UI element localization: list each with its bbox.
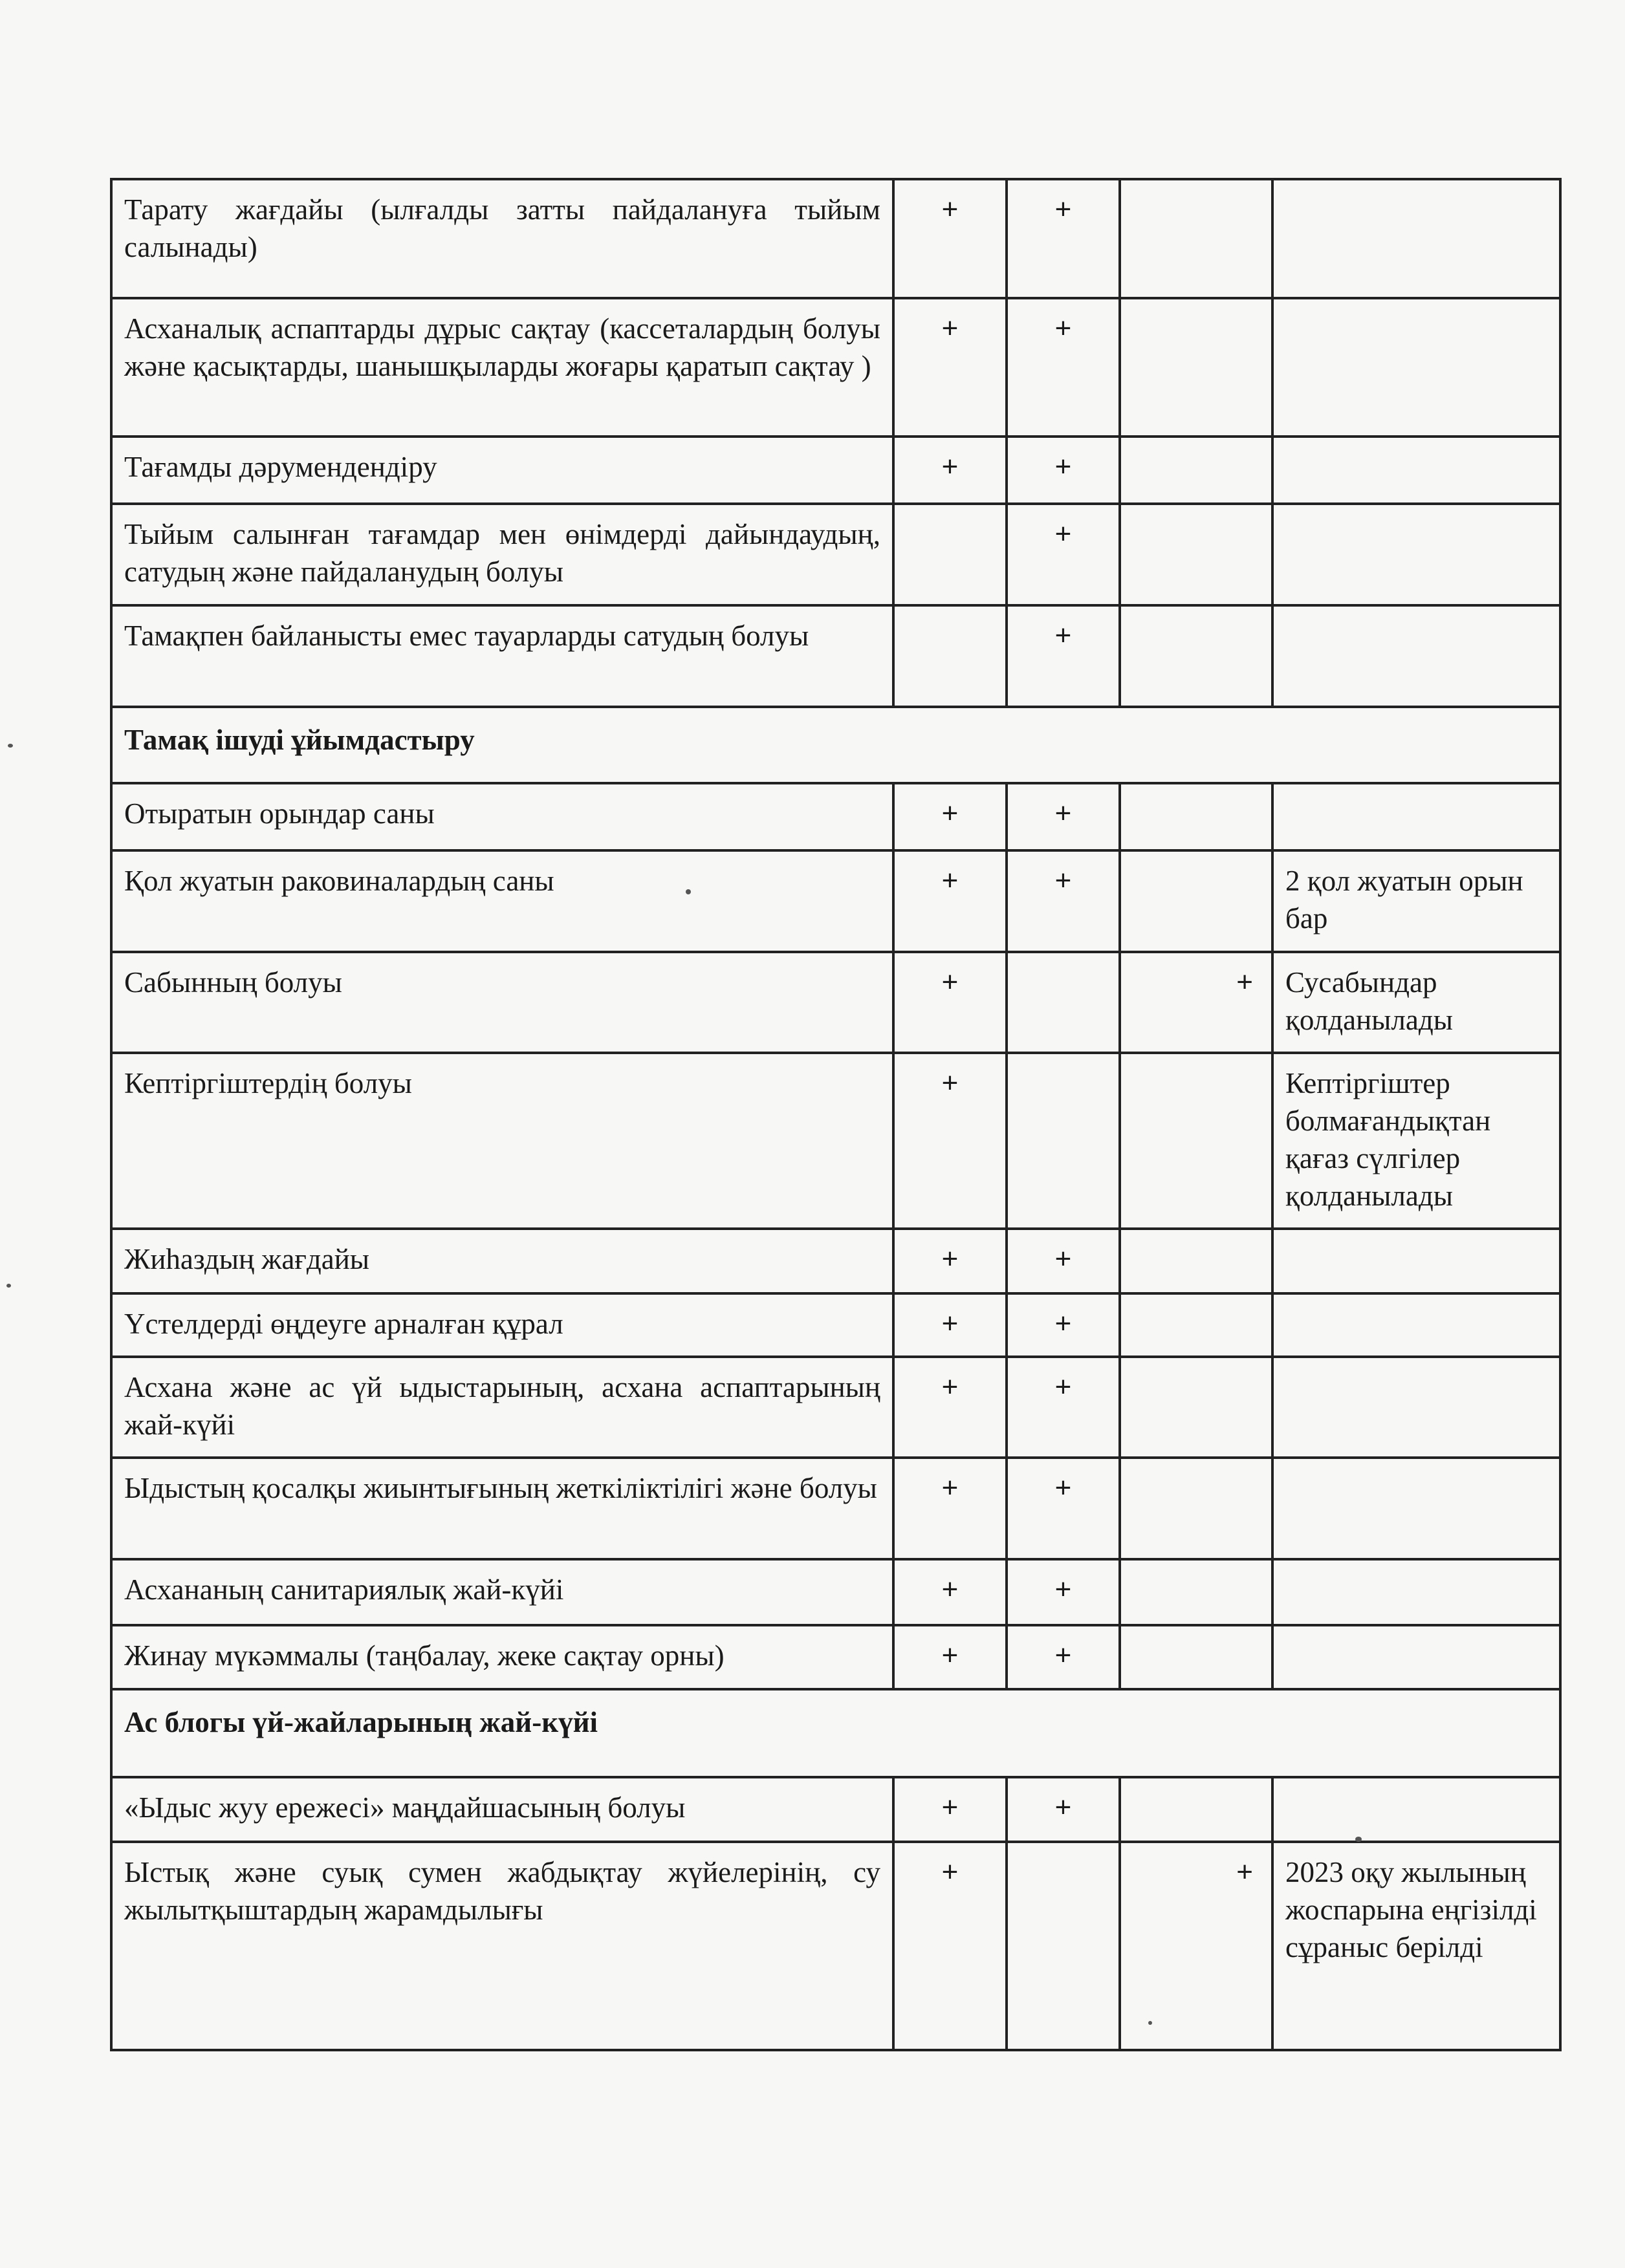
table-row (111, 1559, 1560, 1625)
mark-cell-b (1007, 1053, 1120, 1229)
note-cell (1272, 437, 1560, 504)
mark-cell-c (1120, 298, 1272, 437)
mark-cell-a: + (893, 1293, 1007, 1357)
mark-cell-b: + (1007, 298, 1120, 437)
note-cell (1272, 1777, 1560, 1842)
mark-cell-b: + (1007, 1357, 1120, 1458)
note-cell (1272, 1625, 1560, 1689)
mark-cell-c (1120, 850, 1272, 952)
criterion-cell: Асханалық аспаптарды дұрыс сақтау (кассеталардың болуы және қасықтарды, шанышқыларды жоғары қаратып сақтау ) (111, 298, 893, 437)
section-header-row (111, 1689, 1560, 1777)
table-row (111, 1229, 1560, 1293)
mark-cell-a: + (893, 1053, 1007, 1229)
mark-cell-b (1007, 952, 1120, 1053)
mark-cell-a: + (893, 1625, 1007, 1689)
note-cell (1272, 504, 1560, 605)
section-title: Тамақ ішуді ұйымдастыру (111, 707, 1560, 783)
mark-cell-b: + (1007, 850, 1120, 952)
mark-cell-b: + (1007, 783, 1120, 850)
mark-cell-b: + (1007, 179, 1120, 298)
criterion-cell: Кептіргіштердің болуы (111, 1053, 893, 1229)
mark-cell-c (1120, 1559, 1272, 1625)
note-cell: 2 қол жуатын орын бар (1272, 850, 1560, 952)
inspection-checklist-table (110, 178, 1562, 2051)
criterion-cell: Ыдыстың қосалқы жиынтығының жеткіліктілігі және болуы (111, 1458, 893, 1559)
mark-cell-b: + (1007, 1458, 1120, 1559)
mark-cell-a: + (893, 1777, 1007, 1842)
note-cell (1272, 1293, 1560, 1357)
note-cell (1272, 1229, 1560, 1293)
section-title: Ас блогы үй-жайларының жай-күйі (111, 1689, 1560, 1777)
mark-cell-b: + (1007, 605, 1120, 707)
mark-cell-c (1120, 437, 1272, 504)
mark-cell-c: + (1120, 1842, 1272, 2050)
note-cell: Кептіргіштер болмағандықтан қағаз сүлгілер қолданылады (1272, 1053, 1560, 1229)
mark-cell-b: + (1007, 1229, 1120, 1293)
scan-speck (1355, 1837, 1362, 1842)
mark-cell-c (1120, 783, 1272, 850)
mark-cell-b: + (1007, 1559, 1120, 1625)
mark-cell-a: + (893, 1458, 1007, 1559)
mark-cell-b: + (1007, 1777, 1120, 1842)
table-row (111, 179, 1560, 298)
criterion-cell: Асхана және ас үй ыдыстарының, асхана аспаптарының жай-күйі (111, 1357, 893, 1458)
table-row (111, 1053, 1560, 1229)
criterion-cell: Асхананың санитариялық жай-күйі (111, 1559, 893, 1625)
mark-cell-a: + (893, 437, 1007, 504)
table-row (111, 952, 1560, 1053)
scan-speck (1148, 2021, 1152, 2025)
mark-cell-c (1120, 1777, 1272, 1842)
note-cell: 2023 оқу жылының жоспарына еңгізілді сұраныс берілді (1272, 1842, 1560, 2050)
note-cell: Сусабындар қолданылады (1272, 952, 1560, 1053)
table-row (111, 1458, 1560, 1559)
mark-cell-c (1120, 1293, 1272, 1357)
criterion-cell: Үстелдерді өңдеуге арналған құрал (111, 1293, 893, 1357)
mark-cell-c (1120, 1458, 1272, 1559)
note-cell (1272, 1458, 1560, 1559)
mark-cell-a: + (893, 179, 1007, 298)
mark-cell-a: + (893, 298, 1007, 437)
mark-cell-c (1120, 1229, 1272, 1293)
table-row (111, 1842, 1560, 2050)
criterion-cell: Жинау мүкәммалы (таңбалау, жеке сақтау орны) (111, 1625, 893, 1689)
mark-cell-b: + (1007, 437, 1120, 504)
mark-cell-a: + (893, 850, 1007, 952)
criterion-cell: Тағамды дәрумендендіру (111, 437, 893, 504)
mark-cell-a: + (893, 783, 1007, 850)
mark-cell-a: + (893, 1842, 1007, 2050)
mark-cell-a: + (893, 1229, 1007, 1293)
mark-cell-b (1007, 1842, 1120, 2050)
mark-cell-c (1120, 1357, 1272, 1458)
mark-cell-a (893, 504, 1007, 605)
criterion-cell: Қол жуатын раковиналардың саны (111, 850, 893, 952)
note-cell (1272, 179, 1560, 298)
criterion-cell: Ыстық және суық сумен жабдықтау жүйелерінің, су жылытқыштардың жарамдылығы (111, 1842, 893, 2050)
table-row (111, 1293, 1560, 1357)
criterion-cell: Тамақпен байланысты емес тауарларды сатудың болуы (111, 605, 893, 707)
note-cell (1272, 783, 1560, 850)
mark-cell-c: + (1120, 952, 1272, 1053)
criterion-cell: Жиһаздың жағдайы (111, 1229, 893, 1293)
table-row (111, 1357, 1560, 1458)
note-cell (1272, 298, 1560, 437)
note-cell (1272, 1357, 1560, 1458)
section-header-row (111, 707, 1560, 783)
criterion-cell: Отыратын орындар саны (111, 783, 893, 850)
mark-cell-b: + (1007, 1293, 1120, 1357)
table-row (111, 298, 1560, 437)
criterion-cell: «Ыдыс жуу ережесі» маңдайшасының болуы (111, 1777, 893, 1842)
scan-speck (686, 889, 691, 894)
mark-cell-c (1120, 1053, 1272, 1229)
criterion-cell: Сабынның болуы (111, 952, 893, 1053)
mark-cell-c (1120, 605, 1272, 707)
table-row (111, 605, 1560, 707)
table-row (111, 1625, 1560, 1689)
mark-cell-a (893, 605, 1007, 707)
scan-speck (8, 744, 13, 748)
mark-cell-a: + (893, 952, 1007, 1053)
mark-cell-a: + (893, 1357, 1007, 1458)
mark-cell-c (1120, 1625, 1272, 1689)
criterion-cell: Тыйым салынған тағамдар мен өнімдерді дайындаудың, сатудың және пайдаланудың болуы (111, 504, 893, 605)
note-cell (1272, 1559, 1560, 1625)
criterion-cell: Тарату жағдайы (ылғалды затты пайдалануға тыйым салынады) (111, 179, 893, 298)
mark-cell-c (1120, 179, 1272, 298)
table-row (111, 1777, 1560, 1842)
table-row (111, 783, 1560, 850)
table-row (111, 437, 1560, 504)
mark-cell-b: + (1007, 1625, 1120, 1689)
note-cell (1272, 605, 1560, 707)
mark-cell-c (1120, 504, 1272, 605)
mark-cell-b: + (1007, 504, 1120, 605)
mark-cell-a: + (893, 1559, 1007, 1625)
table-row (111, 850, 1560, 952)
table-row (111, 504, 1560, 605)
scan-speck (6, 1284, 11, 1288)
